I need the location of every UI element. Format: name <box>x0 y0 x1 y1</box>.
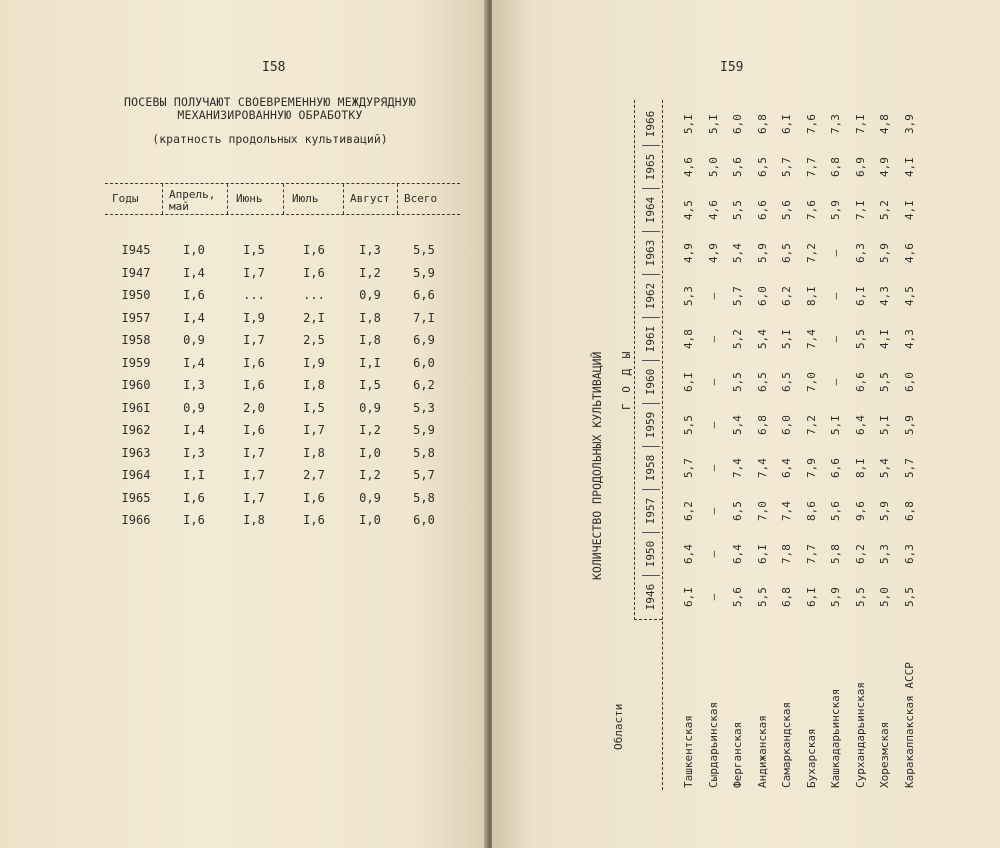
table-title-left <box>100 96 440 122</box>
year-divider <box>642 532 660 533</box>
header-divider <box>162 184 163 214</box>
table-cell: 5,8 <box>829 544 842 564</box>
table-cell: 5,9 <box>878 243 891 263</box>
table-cell: 5,3 <box>682 286 695 306</box>
table-cell: 0,9 <box>359 490 381 505</box>
table-cell: 6,4 <box>780 458 793 478</box>
table-cell: – <box>706 335 720 343</box>
table-cell: 5,5 <box>731 372 744 392</box>
region-name: Каракалпакская АССР <box>902 662 916 788</box>
column-header: Апрель, май <box>169 188 216 213</box>
table-cell: 4,5 <box>902 286 916 306</box>
table-cell: – <box>706 421 720 429</box>
table-cell: 7,I <box>853 114 867 134</box>
table-cell: 6,9 <box>853 157 867 177</box>
column-header: Июль <box>292 192 319 205</box>
table-cell: 6,0 <box>413 513 435 527</box>
table-cell: 4,6 <box>706 200 720 220</box>
table-cell: 6,I <box>853 286 867 306</box>
table-cell: 5,5 <box>853 329 867 349</box>
table-cell: 6,4 <box>682 544 695 564</box>
table-cell: I,4 <box>183 310 205 325</box>
table-cell: I,8 <box>303 445 325 460</box>
table-cell: – <box>829 335 842 343</box>
table-cell: I,7 <box>243 468 265 482</box>
table-cell: 2,5 <box>303 333 325 347</box>
row-year: I947 <box>121 265 151 280</box>
year-divider <box>642 489 660 490</box>
table-cell: 7,I <box>853 200 867 220</box>
table-cell: – <box>829 378 842 386</box>
column-header: Всего <box>404 192 438 205</box>
table-cell: – <box>706 464 720 472</box>
table-cell: I,4 <box>183 355 205 370</box>
table-cell: 6,0 <box>755 286 769 306</box>
table-cell: 7,7 <box>804 157 818 177</box>
year-divider <box>642 446 660 447</box>
table-cell: 8,I <box>853 458 867 478</box>
table-cell: 5,7 <box>413 468 435 482</box>
region-name: Ташкентская <box>682 715 695 788</box>
row-year: I958 <box>121 333 151 347</box>
years-group-header: Г О Д Ы <box>620 349 633 410</box>
table-cell: I,6 <box>243 355 265 370</box>
table-cell: 6,2 <box>682 501 695 521</box>
year-header: I946 <box>644 583 657 611</box>
table-cell: 7,6 <box>804 114 818 134</box>
table-cell: I,3 <box>359 243 381 257</box>
column-header: Июнь <box>236 192 263 205</box>
table-cell: 6,5 <box>731 501 744 521</box>
table-cell: I,5 <box>303 400 325 415</box>
table-cell: – <box>829 249 842 257</box>
table-cell: 6,8 <box>755 415 769 435</box>
page-number-right: I59 <box>720 60 744 75</box>
table-cell: I,7 <box>303 423 325 437</box>
table-cell: I,8 <box>303 378 325 392</box>
region-name: Андижанская <box>755 715 769 788</box>
row-year: I962 <box>121 423 151 437</box>
table-cell: 6,8 <box>755 114 769 134</box>
table-cell: 7,7 <box>804 544 818 564</box>
table-cell: 5,5 <box>755 587 769 607</box>
table-cell: 6,6 <box>755 200 769 220</box>
table-cell: I,7 <box>243 490 265 505</box>
table-cell: 6,0 <box>902 372 916 392</box>
table-cell: 5,9 <box>413 265 435 280</box>
table-cell: 5,3 <box>413 400 435 415</box>
table-cell: ... <box>303 288 325 302</box>
title-line-1: ПОСЕВЫ ПОЛУЧАЮТ СВОЕВРЕМЕННУЮ МЕЖДУРЯДНУЮ <box>123 95 417 109</box>
region-name: Хорезмская <box>878 721 891 788</box>
table-cell: 5,9 <box>413 423 435 437</box>
table-cell: I,I <box>183 468 205 482</box>
table-cell: 6,4 <box>731 544 744 564</box>
table-cell: 4,5 <box>682 200 695 220</box>
table-cell: ... <box>243 288 265 302</box>
table-cell: 4,I <box>878 329 891 349</box>
row-year: I966 <box>121 513 151 527</box>
table-cell: I,7 <box>243 445 265 460</box>
year-divider <box>642 360 660 361</box>
table-cell: I,4 <box>183 265 205 280</box>
table-cell: 5,4 <box>731 415 744 435</box>
region-name: Кашкадарьинская <box>829 688 842 788</box>
table-cell: 6,0 <box>731 114 744 134</box>
table-cell: 6,8 <box>780 587 793 607</box>
right-page <box>492 0 1000 848</box>
table-cell: 7,2 <box>804 243 818 263</box>
table-cell: 0,9 <box>359 400 381 415</box>
table-cell: 4,3 <box>878 286 891 306</box>
table-cell: 3,9 <box>902 114 916 134</box>
year-header: I957 <box>644 497 657 525</box>
table-cell: 0,9 <box>359 288 381 302</box>
table-cell: 9,6 <box>853 501 867 521</box>
table-cell: 5,0 <box>878 587 891 607</box>
table-cell: – <box>706 507 720 515</box>
table-cell: 6,I <box>755 544 769 564</box>
rotated-table <box>582 80 916 790</box>
row-year: I957 <box>121 310 151 325</box>
table-cell: I,6 <box>303 490 325 505</box>
row-year: I945 <box>121 243 151 257</box>
table-cell: 7,0 <box>804 372 818 392</box>
table-cell: 5,6 <box>731 587 744 607</box>
region-name: Сырдарьинская <box>706 701 720 788</box>
table-cell: I,5 <box>243 243 265 257</box>
row-year: I96I <box>121 400 151 415</box>
table-cell: 4,9 <box>878 157 891 177</box>
year-divider <box>642 188 660 189</box>
table-cell: 5,4 <box>731 243 744 263</box>
table-cell: 6,2 <box>413 378 435 392</box>
table-cell: 6,5 <box>755 372 769 392</box>
table-title-right: КОЛИЧЕСТВО ПРОДОЛЬНЫХ КУЛЬТИВАЦИЙ <box>590 351 604 580</box>
table-cell: 4,I <box>902 200 916 220</box>
table-cell: 5,7 <box>731 286 744 306</box>
table-cell: 6,3 <box>902 544 916 564</box>
year-header: I965 <box>644 153 657 181</box>
table-cell: I,3 <box>183 445 205 460</box>
table-cell: 5,3 <box>878 544 891 564</box>
table-cell: 5,2 <box>878 200 891 220</box>
title-line-2: МЕХАНИЗИРОВАННУЮ ОБРАБОТКУ <box>177 108 363 122</box>
year-divider <box>642 274 660 275</box>
years-left-border <box>634 619 662 620</box>
region-name: Сурхандарьинская <box>853 682 867 788</box>
table-cell: 5,5 <box>878 372 891 392</box>
year-divider <box>642 145 660 146</box>
table-cell: 5,7 <box>682 458 695 478</box>
table-cell: I,0 <box>183 243 205 257</box>
row-year: I950 <box>121 288 151 302</box>
table-cell: 2,0 <box>243 400 265 415</box>
table-cell: 5,I <box>780 329 793 349</box>
table-cell: 4,6 <box>902 243 916 263</box>
table-cell: 5,9 <box>878 501 891 521</box>
region-name: Самаркандская <box>780 701 793 788</box>
table-cell: I,0 <box>359 445 381 460</box>
year-divider <box>642 317 660 318</box>
table-cell: 5,9 <box>755 243 769 263</box>
table-cell: 6,4 <box>853 415 867 435</box>
row-year: I959 <box>121 355 151 370</box>
page-number-left: I58 <box>262 60 286 75</box>
table-cell: I,2 <box>359 423 381 437</box>
table-cell: 7,4 <box>755 458 769 478</box>
year-header: I963 <box>644 239 657 267</box>
table-cell: 7,3 <box>829 114 842 134</box>
table-cell: 6,6 <box>853 372 867 392</box>
table-cell: I,4 <box>183 423 205 437</box>
table-cell: 4,6 <box>682 157 695 177</box>
table-cell: 4,3 <box>902 329 916 349</box>
year-header: I966 <box>644 110 657 138</box>
row-year: I964 <box>121 468 151 482</box>
table-cell: 6,I <box>780 114 793 134</box>
table-cell: 0,9 <box>183 400 205 415</box>
table-cell: I,2 <box>359 468 381 482</box>
table-cell: I,6 <box>303 265 325 280</box>
table-cell: – <box>829 292 842 300</box>
year-header: I962 <box>644 282 657 310</box>
table-cell: 8,I <box>804 286 818 306</box>
table-cell: I,8 <box>359 310 381 325</box>
table-cell: I,6 <box>243 378 265 392</box>
year-header: I960 <box>644 368 657 396</box>
table-cell: 6,0 <box>780 415 793 435</box>
table-cell: 2,7 <box>303 468 325 482</box>
table-cell: – <box>706 292 720 300</box>
table-cell: 5,9 <box>829 200 842 220</box>
table-subtitle-left: (кратность продольных культиваций) <box>152 132 388 146</box>
table-cell: 6,2 <box>853 544 867 564</box>
table-cell: 6,I <box>804 587 818 607</box>
table-cell: 0,9 <box>183 333 205 347</box>
year-divider <box>642 575 660 576</box>
group-header-rule <box>634 100 635 620</box>
table-cell: 5,I <box>829 415 842 435</box>
table-cell: I,7 <box>243 265 265 280</box>
year-header: I950 <box>644 540 657 568</box>
table-cell: I,6 <box>183 490 205 505</box>
table-cell: I,5 <box>359 378 381 392</box>
column-header: Август <box>350 192 390 205</box>
table-cell: 6,6 <box>829 458 842 478</box>
table-cell: 5,5 <box>902 587 916 607</box>
table-cell: 5,5 <box>853 587 867 607</box>
table-cell: 5,9 <box>829 587 842 607</box>
row-year: I965 <box>121 490 151 505</box>
table-cell: 7,4 <box>804 329 818 349</box>
table-cell: I,6 <box>243 423 265 437</box>
table-cell: 7,2 <box>804 415 818 435</box>
region-name: Бухарская <box>804 728 818 788</box>
table-cell: 2,I <box>303 310 325 325</box>
table-cell: I,I <box>359 355 381 370</box>
table-cell: 4,9 <box>706 243 720 263</box>
column-header: Годы <box>112 192 139 205</box>
table-cell: 4,8 <box>682 329 695 349</box>
table-cell: 5,5 <box>731 200 744 220</box>
year-header: I958 <box>644 454 657 482</box>
table-cell: 4,I <box>902 157 916 177</box>
table-cell: I,3 <box>183 378 205 392</box>
table-cell: 7,4 <box>731 458 744 478</box>
table-cell: 6,I <box>682 372 695 392</box>
table-cell: I,6 <box>183 288 205 302</box>
table-cell: 6,5 <box>780 372 793 392</box>
table-cell: 5,4 <box>878 458 891 478</box>
year-divider <box>642 231 660 232</box>
table-cell: 7,0 <box>755 501 769 521</box>
table-cell: 8,6 <box>804 501 818 521</box>
table-cell: 5,7 <box>780 157 793 177</box>
table-cell: 6,8 <box>902 501 916 521</box>
table-cell: I,6 <box>303 513 325 527</box>
table-cell: I,7 <box>243 333 265 347</box>
table-cell: I,8 <box>243 513 265 527</box>
table-cell: 7,I <box>413 310 435 325</box>
table-cell: 6,3 <box>853 243 867 263</box>
table-cell: 5,4 <box>755 329 769 349</box>
table-cell: I,6 <box>303 243 325 257</box>
table-cell: 7,6 <box>804 200 818 220</box>
table-cell: 5,2 <box>731 329 744 349</box>
table-cell: 5,I <box>706 114 720 134</box>
table-cell: – <box>706 550 720 558</box>
table-cell: 6,2 <box>780 286 793 306</box>
table-cell: – <box>706 593 720 601</box>
year-header: I959 <box>644 411 657 439</box>
table-cell: 5,5 <box>413 243 435 257</box>
table-cell: 6,I <box>682 587 695 607</box>
table-cell: I,9 <box>243 310 265 325</box>
table-cell: 5,I <box>878 415 891 435</box>
table-cell: 5,I <box>682 114 695 134</box>
table-cell: 5,9 <box>902 415 916 435</box>
table-cell: 6,5 <box>780 243 793 263</box>
row-header-regions: Области <box>612 703 625 750</box>
region-name: Ферганская <box>731 721 744 788</box>
table-cell: I,2 <box>359 265 381 280</box>
table-cell: 5,6 <box>829 501 842 521</box>
year-header: I96I <box>644 325 657 353</box>
table-cell: I,6 <box>183 513 205 527</box>
table-cell: 5,8 <box>413 445 435 460</box>
table-cell: 5,6 <box>731 157 744 177</box>
row-year: I963 <box>121 445 151 460</box>
table-cell: 5,7 <box>902 458 916 478</box>
table-cell: 5,8 <box>413 490 435 505</box>
table-cell: 4,9 <box>682 243 695 263</box>
year-divider <box>642 403 660 404</box>
table-cell: 7,4 <box>780 501 793 521</box>
table-cell: 6,5 <box>755 157 769 177</box>
header-bottom-rule <box>105 214 460 215</box>
left-page <box>0 0 488 848</box>
header-divider <box>227 184 228 214</box>
table-cell: 6,9 <box>413 333 435 347</box>
year-header: I964 <box>644 196 657 224</box>
table-cell: 5,6 <box>780 200 793 220</box>
table-cell: 7,8 <box>780 544 793 564</box>
years-row-rule <box>662 100 663 790</box>
table-cell: 6,8 <box>829 157 842 177</box>
table-cell: I,8 <box>359 333 381 347</box>
table-cell: I,9 <box>303 355 325 370</box>
table-cell: – <box>706 378 720 386</box>
table-cell: 7,9 <box>804 458 818 478</box>
row-year: I960 <box>121 378 151 392</box>
table-cell: 6,6 <box>413 288 435 302</box>
table-cell: 5,5 <box>682 415 695 435</box>
table-cell: 5,0 <box>706 157 720 177</box>
table-cell: I,0 <box>359 513 381 527</box>
table-cell: 4,8 <box>878 114 891 134</box>
table-cell: 6,0 <box>413 355 435 370</box>
